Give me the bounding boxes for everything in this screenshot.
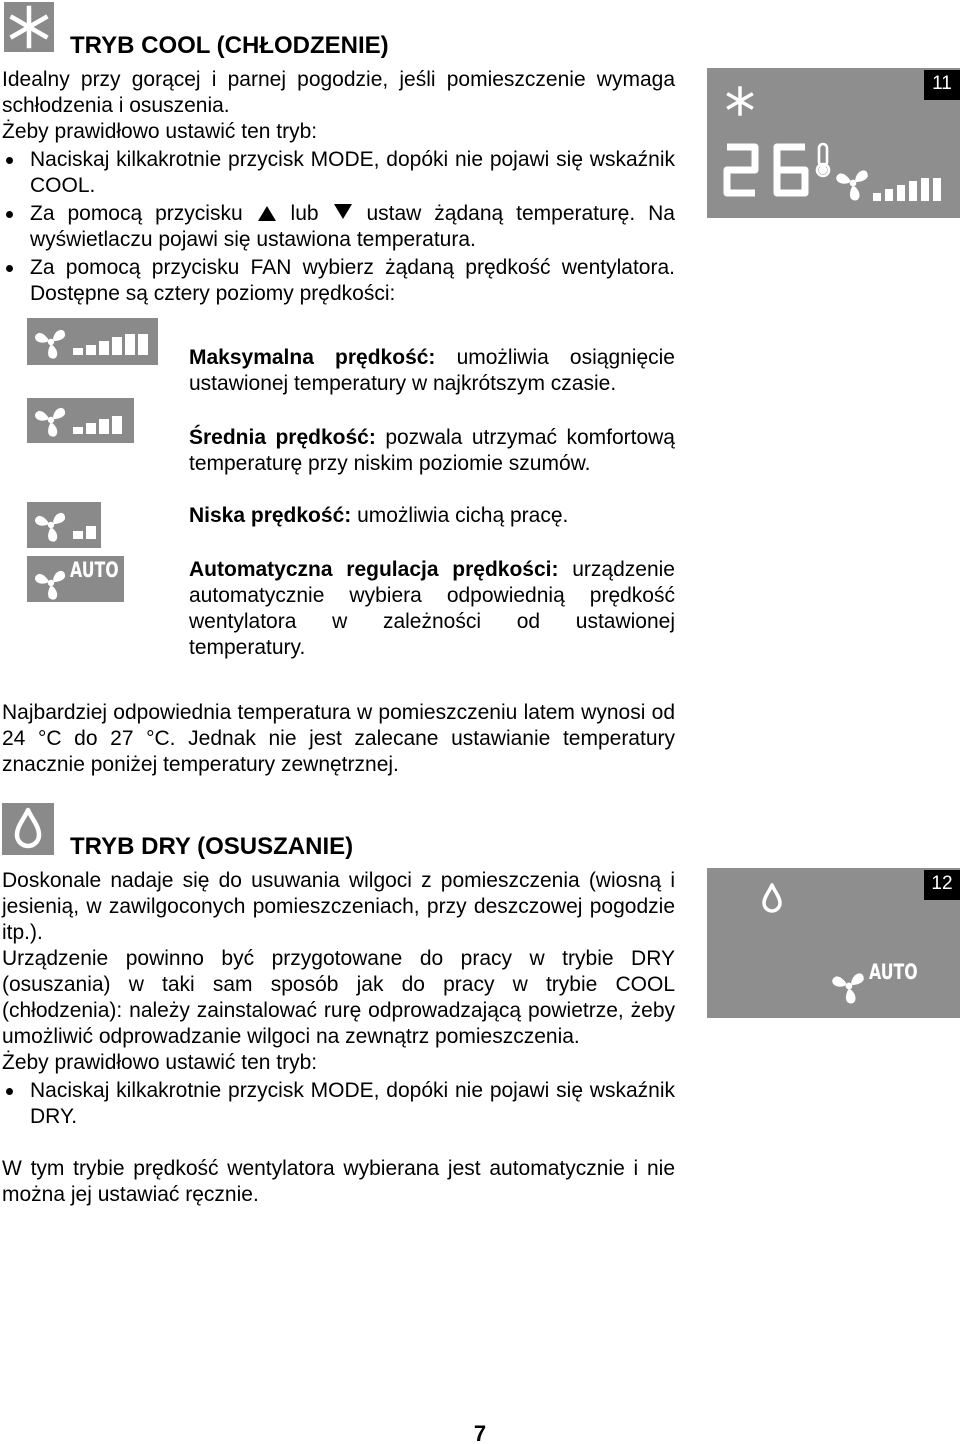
fan-icon [34, 513, 66, 543]
fan-icon [34, 408, 66, 438]
speed-max-description [189, 345, 675, 397]
fan-speed-low-icon [27, 502, 101, 548]
auto-label: AUTO [70, 558, 119, 582]
fan-icon [831, 973, 864, 1005]
figure-number-badge: 12 [924, 870, 960, 900]
speed-auto-label: Automatyczna regulacja prędkości: [189, 558, 559, 581]
cool-intro [2, 67, 675, 307]
snowflake-icon [4, 2, 54, 52]
dry-bullet-mode: Naciskaj kilkakrotnie przycisk MODE, dopóki nie pojawi się wskaźnik DRY. [2, 1078, 675, 1130]
cool-section-title: TRYB COOL (CHŁODZENIE) [70, 32, 389, 59]
dry-mode-icon-box [2, 803, 54, 855]
thermometer-icon [817, 144, 829, 176]
dry-setup-lead: Żeby prawidłowo ustawić ten tryb: [2, 1051, 318, 1074]
cool-bullet-fan: Za pomocą przycisku FAN wybierz żądaną prędkość wentylatora. Dostępne są cztery poziomy prędkości: [2, 255, 675, 307]
digit-6 [777, 147, 805, 193]
digit-2 [727, 147, 755, 193]
fan-speed-auto-icon [27, 556, 124, 602]
page-number: 7 [473, 1421, 487, 1444]
droplet-icon [764, 885, 780, 911]
droplet-icon [2, 803, 54, 855]
speed-auto-description [189, 557, 675, 661]
speed-auto-text: urządzenie automatycznie wybiera odpowiednią prędkość wentylatora w zależności od ustawionej temperatury. [189, 558, 675, 659]
cool-mode-icon-box [4, 2, 54, 52]
dry-display-panel [707, 868, 960, 1018]
figure-number-badge: 11 [924, 70, 960, 100]
fan-icon [835, 170, 868, 202]
speed-low-label: Niska prędkość: [189, 504, 352, 527]
speed-low-description [189, 503, 675, 529]
speed-descriptions [189, 345, 675, 661]
speed-medium-label: Średnia prędkość: [189, 426, 376, 449]
auto-label: AUTO [869, 960, 918, 984]
speed-medium-description [189, 425, 675, 477]
cool-closing: Najbardziej odpowiednia temperatura w pomieszczeniu latem wynosi od 24 °C do 27 °C. Jednak nie jest zalecane ustawianie temperatury znacznie poniżej temperatury zewnętrznej. [2, 701, 675, 776]
up-arrow-icon [258, 206, 276, 221]
dry-preparation: Urządzenie powinno być przygotowane do pracy w trybie DRY (osuszania) w taki sam sposób jak do pracy w trybie COOL (chłodzenia): należy zainstalować rurę odprowadzającą powietrze, żeby umożliwić odprowadzanie wilgoci na zewnątrz pomieszczenia. [2, 947, 675, 1048]
cool-bullet-temperature-b: lub [290, 202, 319, 225]
speed-max-text: umożliwia osiągnięcie ustawionej temperatury w najkrótszym czasie. [189, 346, 675, 395]
speed-bars [873, 178, 941, 201]
cool-bullet-temperature [2, 201, 675, 253]
down-arrow-icon [334, 204, 352, 219]
speed-low-text: umożliwia cichą pracę. [351, 504, 569, 527]
cool-bullet-temperature-c: ustaw żądaną temperaturę. Na wyświetlaczu pojawi się ustawiona temperatura. [30, 202, 675, 251]
cool-bullet-mode: Naciskaj kilkakrotnie przycisk MODE, dopóki nie pojawi się wskaźnik COOL. [2, 147, 675, 199]
dry-intro: Doskonale nadaje się do usuwania wilgoci z pomieszczenia (wiosną i jesienią, w zawilgoconych pomieszczeniach, przy deszczowej pogodzie itp.). [2, 869, 675, 944]
fan-icon [34, 571, 66, 601]
cool-display-panel [707, 68, 960, 218]
cool-bullet-temperature-a: Za pomocą przycisku [30, 202, 243, 225]
fan-speed-medium-icon [27, 398, 134, 443]
cool-setup-lead: Żeby prawidłowo ustawić ten tryb: [2, 120, 318, 143]
speed-medium-text: pozwala utrzymać komfortową temperaturę przy niskim poziomie szumów. [189, 426, 675, 475]
snowflake-icon [729, 88, 752, 114]
speed-max-label: Maksymalna prędkość: [189, 346, 436, 369]
fan-icon [34, 330, 66, 360]
fan-speed-max-icon [27, 318, 158, 365]
cool-intro-text: Idealny przy gorącej i parnej pogodzie, jeśli pomieszczenie wymaga schłodzenia i osuszenia. [2, 68, 675, 117]
dry-body [2, 868, 675, 1208]
dry-section-title: TRYB DRY (OSUSZANIE) [70, 833, 354, 860]
cool-display-graphic [707, 68, 960, 218]
dry-closing: W tym trybie prędkość wentylatora wybierana jest automatycznie i nie można jej ustawiać ręcznie. [2, 1157, 675, 1206]
